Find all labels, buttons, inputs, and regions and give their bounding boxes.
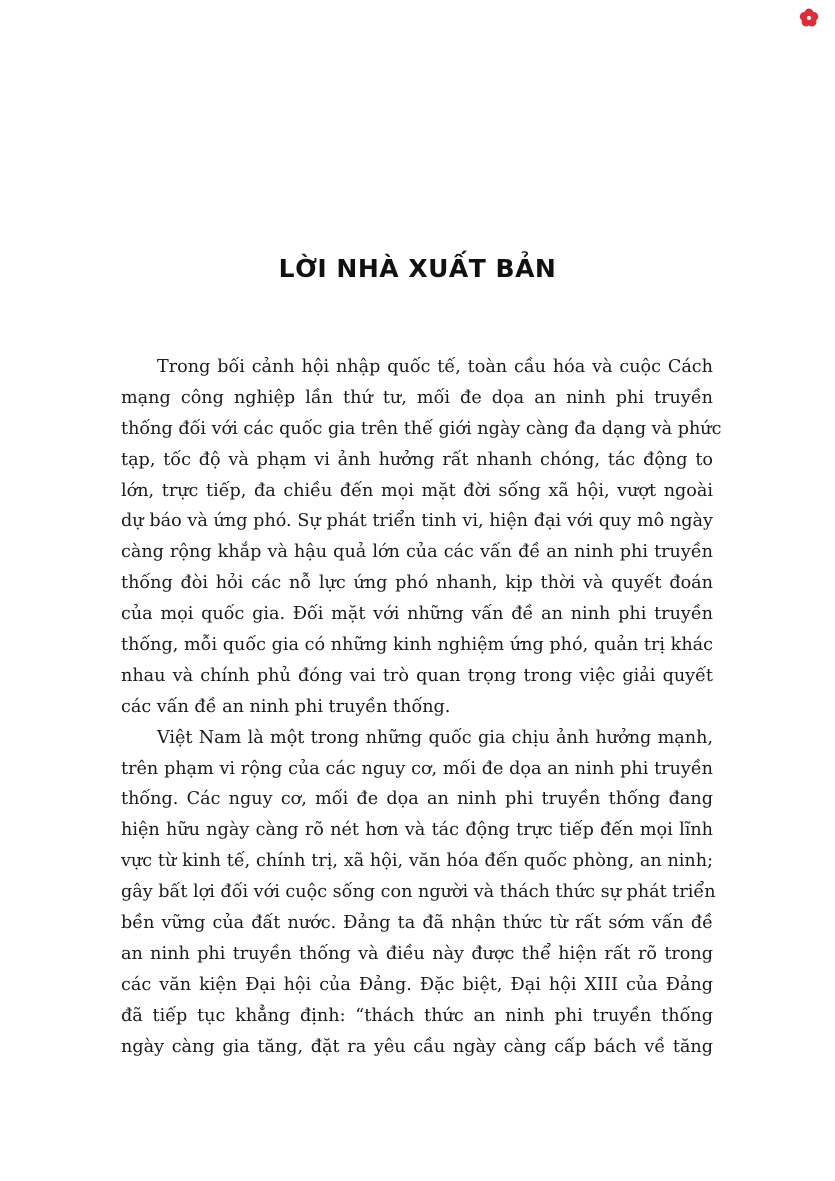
- text-line: an ninh phi truyền thống và điều này được thể hiện rất rõ trong: [121, 943, 713, 964]
- text-line: trên phạm vi rộng của các nguy cơ, mối đe dọa an ninh phi truyền: [121, 758, 713, 779]
- text-line: đã tiếp tục khẳng định: “thách thức an ninh phi truyền thống: [121, 1005, 713, 1026]
- text-line: nhau và chính phủ đóng vai trò quan trọng trong việc giải quyết: [121, 665, 713, 686]
- text-line: của mọi quốc gia. Đối mặt với những vấn đề an ninh phi truyền: [121, 604, 713, 625]
- text-line: ngày càng gia tăng, đặt ra yêu cầu ngày càng cấp bách về tăng: [121, 1036, 713, 1057]
- text-line: các vấn đề an ninh phi truyền thống.: [121, 696, 451, 717]
- page-title: LỜI NHÀ XUẤT BẢN: [278, 254, 557, 283]
- body-text: [121, 352, 722, 1062]
- text-line: gây bất lợi đối với cuộc sống con người và thách thức sự phát triển: [121, 882, 716, 903]
- text-line: lớn, trực tiếp, đa chiều đến mọi mặt đời sống xã hội, vượt ngoài: [121, 480, 713, 501]
- flower-logo-icon: [799, 8, 819, 28]
- text-line: tạp, tốc độ và phạm vi ảnh hưởng rất nhanh chóng, tác động to: [121, 449, 713, 470]
- text-line: thống đối với các quốc gia trên thế giới ngày càng đa dạng và phức: [121, 418, 722, 439]
- text-line: các văn kiện Đại hội của Đảng. Đặc biệt, Đại hội XIII của Đảng: [121, 974, 713, 995]
- text-line: vực từ kinh tế, chính trị, xã hội, văn hóa đến quốc phòng, an ninh;: [121, 851, 713, 872]
- text-line: càng rộng khắp và hậu quả lớn của các vấn đề an ninh phi truyền: [121, 542, 713, 563]
- text-line: hiện hữu ngày càng rõ nét hơn và tác động trực tiếp đến mọi lĩnh: [121, 820, 713, 841]
- text-line: Trong bối cảnh hội nhập quốc tế, toàn cầu hóa và cuộc Cách: [157, 357, 713, 377]
- text-line: bền vững của đất nước. Đảng ta đã nhận thức từ rất sớm vấn đề: [121, 913, 713, 934]
- text-line: mạng công nghiệp lần thứ tư, mối đe dọa an ninh phi truyền: [121, 387, 713, 408]
- text-line: dự báo và ứng phó. Sự phát triển tinh vi, hiện đại với quy mô ngày: [121, 511, 713, 532]
- text-line: thống, mỗi quốc gia có những kinh nghiệm ứng phó, quản trị khác: [121, 635, 713, 656]
- text-line: Việt Nam là một trong những quốc gia chịu ảnh hưởng mạnh,: [157, 727, 713, 748]
- text-line: thống. Các nguy cơ, mối đe dọa an ninh phi truyền thống đang: [121, 789, 713, 810]
- text-line: thống đòi hỏi các nỗ lực ứng phó nhanh, kịp thời và quyết đoán: [121, 573, 713, 594]
